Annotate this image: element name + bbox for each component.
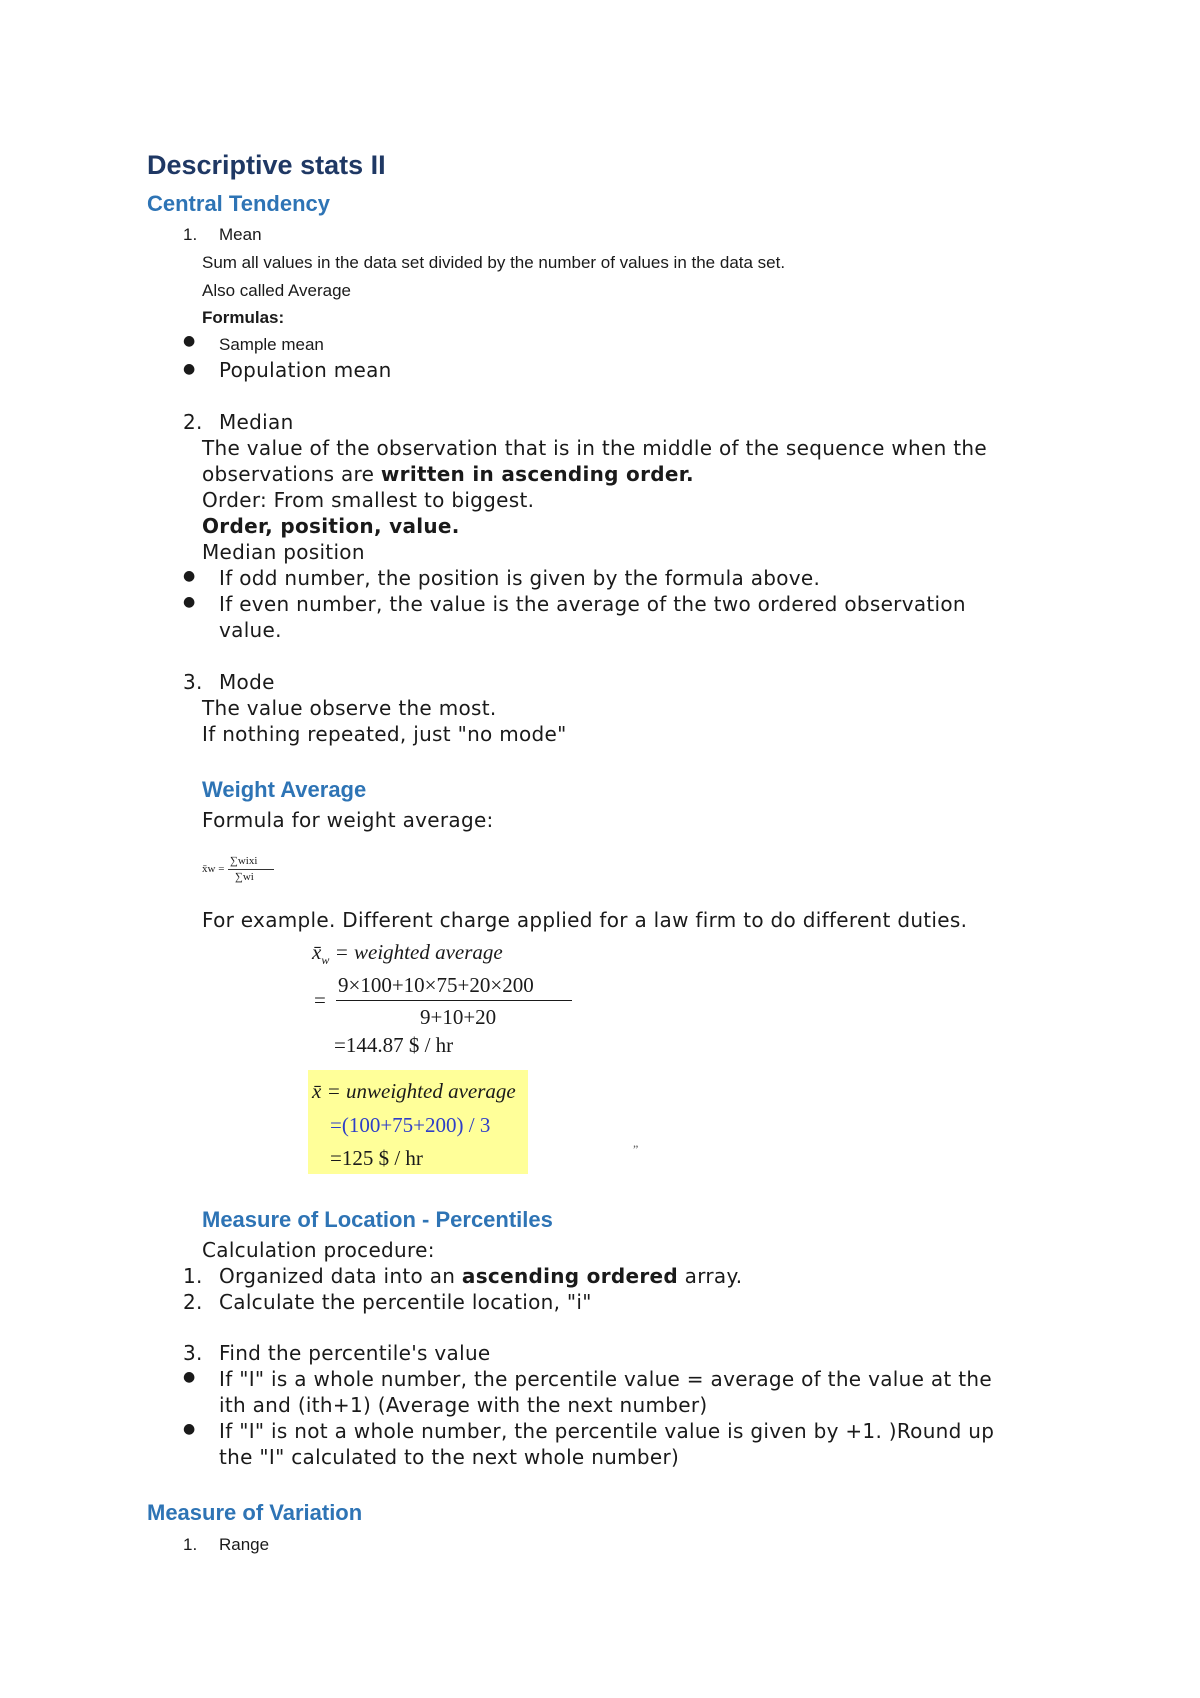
- unweighted-average-result: =125 $ / hr: [330, 1146, 423, 1170]
- stray-mark: ”: [633, 1142, 639, 1156]
- weight-average-example: For example. Different charge applied for a law firm to do different duties.: [202, 908, 968, 932]
- list-number: 3.: [183, 670, 203, 694]
- formula-numerator: ∑wixi: [230, 855, 258, 867]
- bullet-text: If "I" is a whole number, the percentile value = average of the value at the: [219, 1367, 992, 1391]
- formula-denominator: ∑wi: [235, 871, 254, 883]
- percentiles-step1: Organized data into an ascending ordered array.: [219, 1264, 743, 1288]
- median-label: Median: [219, 410, 294, 434]
- mean-label: Mean: [219, 225, 262, 244]
- mode-definition: The value observe the most.: [202, 696, 497, 720]
- weighted-average-result: =144.87 $ / hr: [334, 1033, 454, 1057]
- percentiles-step3: Find the percentile's value: [219, 1341, 491, 1365]
- weight-average-intro: Formula for weight average:: [202, 808, 494, 832]
- bullet-text-continued: ith and (ith+1) (Average with the next number): [219, 1393, 708, 1417]
- variation-item-range: Range: [219, 1535, 270, 1554]
- weighted-average-numerator: 9×100+10×75+20×200: [338, 973, 534, 997]
- bullet-icon: ●: [183, 361, 196, 377]
- bullet-icon: ●: [183, 568, 196, 584]
- median-order-rule: Order, position, value.: [202, 514, 460, 538]
- median-definition-line1: The value of the observation that is in the middle of the sequence when the: [202, 436, 987, 460]
- mean-alias: Also called Average: [202, 281, 352, 300]
- list-number: 2.: [183, 410, 203, 434]
- fraction-bar: [336, 1000, 572, 1001]
- bullet-text-continued: the "I" calculated to the next whole number): [219, 1445, 680, 1469]
- page-title: Descriptive stats II: [147, 150, 386, 180]
- list-number: 1.: [183, 1535, 198, 1554]
- formulas-label: Formulas:: [202, 308, 285, 327]
- bullet-icon: ●: [183, 1369, 196, 1385]
- bullet-text: If even number, the value is the average of the two ordered observation: [219, 592, 966, 616]
- median-position-label: Median position: [202, 540, 365, 564]
- percentiles-intro: Calculation procedure:: [202, 1238, 435, 1262]
- bullet-text: Sample mean: [219, 335, 324, 354]
- mode-note: If nothing repeated, just "no mode": [202, 722, 567, 746]
- bullet-text: Population mean: [219, 358, 392, 382]
- weighted-average-line1: $x̄_w$ = weighted average: [312, 940, 503, 968]
- median-order-note: Order: From smallest to biggest.: [202, 488, 535, 512]
- mode-label: Mode: [219, 670, 275, 694]
- section-heading-weight-average: Weight Average: [202, 777, 367, 802]
- unweighted-average-line1: x̄ = unweighted average: [312, 1079, 516, 1103]
- percentiles-step2: Calculate the percentile location, "i": [219, 1290, 592, 1314]
- bullet-text: If "I" is not a whole number, the percentile value is given by +1. )Round up: [219, 1419, 995, 1443]
- weighted-average-denominator: 9+10+20: [420, 1005, 497, 1029]
- formula-lhs: x̄w =: [202, 863, 225, 875]
- bullet-text-continued: value.: [219, 618, 282, 642]
- bullet-text: If odd number, the position is given by the formula above.: [219, 566, 821, 590]
- unweighted-average-line2: =(100+75+200) / 3: [330, 1113, 491, 1137]
- bullet-icon: ●: [183, 1421, 196, 1437]
- bullet-icon: ●: [183, 594, 196, 610]
- list-number: 3.: [183, 1341, 203, 1365]
- section-heading-central-tendency: Central Tendency: [147, 191, 330, 216]
- list-number: 1.: [183, 225, 198, 244]
- weighted-average-eq: =: [314, 988, 326, 1012]
- section-heading-variation: Measure of Variation: [147, 1500, 363, 1525]
- median-definition-line2: observations are written in ascending order.: [202, 462, 694, 486]
- list-number: 2.: [183, 1290, 203, 1314]
- section-heading-percentiles: Measure of Location - Percentiles: [202, 1207, 553, 1232]
- bullet-icon: ●: [183, 333, 196, 349]
- mean-definition: Sum all values in the data set divided by the number of values in the data set.: [202, 253, 786, 272]
- list-number: 1.: [183, 1264, 203, 1288]
